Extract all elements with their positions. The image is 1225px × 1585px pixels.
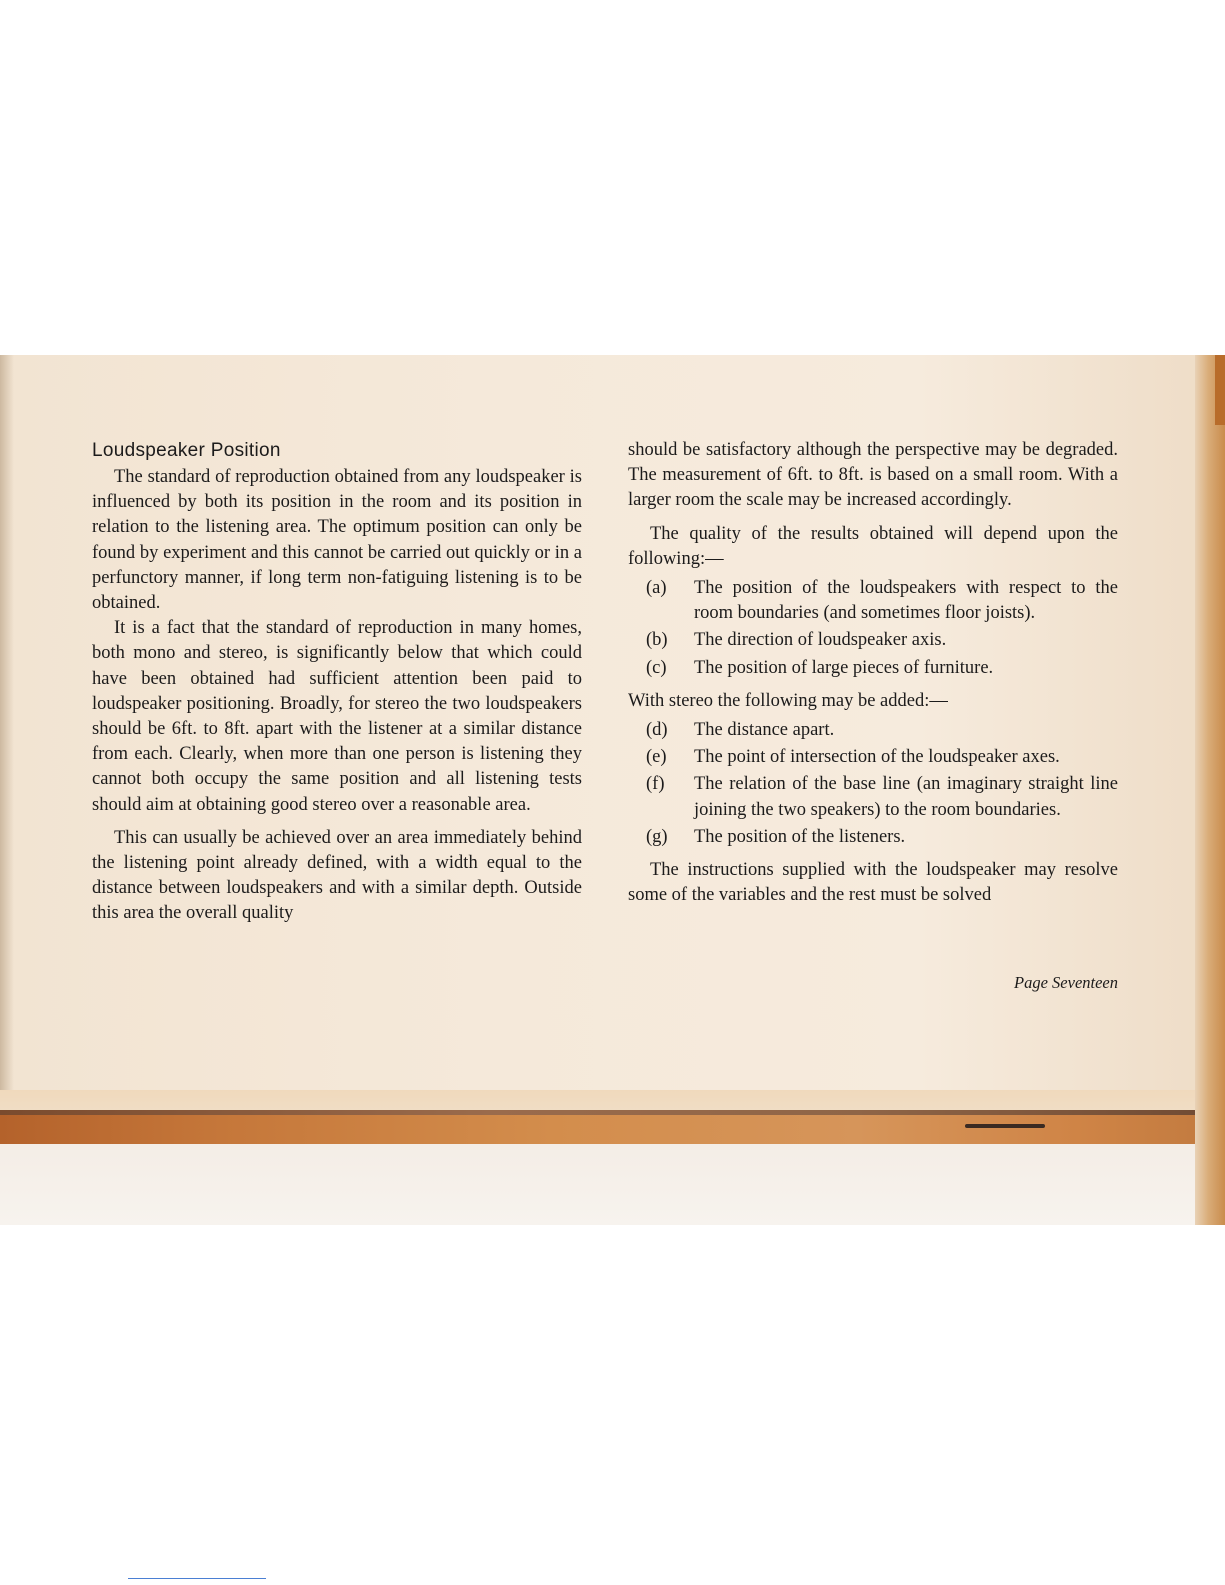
- list-item-label: (a): [646, 578, 667, 599]
- scanned-page: [0, 355, 1225, 1225]
- list-item: [646, 772, 1118, 822]
- factor-list: [628, 576, 1118, 681]
- left-column: [92, 438, 582, 927]
- list-item-label: (f): [646, 774, 665, 795]
- list-item: [646, 576, 1118, 626]
- list-item: [646, 628, 1118, 653]
- paragraph: With stereo the following may be added:—: [628, 690, 948, 711]
- paragraph: The quality of the results obtained will depend upon the following:—: [628, 523, 1118, 569]
- list-item: [646, 718, 1118, 743]
- bottom-edge-line: [0, 1110, 1225, 1115]
- list-item-label: (g): [646, 826, 668, 847]
- list-item: [646, 656, 1118, 681]
- list-item: [646, 745, 1118, 770]
- list-item-text: The position of large pieces of furniture.: [694, 657, 994, 678]
- paragraph: The instructions supplied with the loudspeaker may resolve some of the variables and the rest must be solved: [628, 860, 1118, 906]
- page-right-edge: [1195, 355, 1225, 1225]
- page-below-edge: [0, 1144, 1225, 1225]
- list-item-label: (e): [646, 747, 667, 768]
- paragraph: This can usually be achieved over an area immediately behind the listening point already defined, with a width equal to the distance between loudspeakers and with a similar depth. Outside this area the overall quality: [92, 827, 582, 924]
- list-item-text: The distance apart.: [694, 720, 835, 741]
- list-item-label: (d): [646, 720, 668, 741]
- pen-mark: [965, 1124, 1045, 1128]
- list-item-text: The point of intersection of the loudspeaker axes.: [694, 747, 1060, 768]
- list-item-label: (c): [646, 657, 667, 678]
- page-number: Page Seventeen: [1014, 973, 1118, 992]
- paragraph: The standard of reproduction obtained from any loudspeaker is influenced by both its position in the room and its position in relation to the listening area. The optimum position can only be found by experiment and this cannot be carried out quickly or in a perfunctory manner, if long term non-fatiguing listening is to be obtained.: [92, 467, 582, 614]
- right-column: [628, 438, 1118, 908]
- page-tab: [1215, 355, 1225, 425]
- page-bottom-edge: [0, 1110, 1225, 1144]
- paragraph: should be satisfactory although the perspective may be degraded. The measurement of 6ft. to 8ft. is based on a small room. With a larger room the scale may be increased accordingly.: [628, 440, 1118, 511]
- list-item-text: The relation of the base line (an imaginary straight line joining the two speakers) to the room boundaries.: [694, 774, 1118, 820]
- section-heading: Loudspeaker Position: [92, 440, 281, 461]
- underline-mark: [128, 1578, 266, 1579]
- list-item: [646, 825, 1118, 850]
- paragraph: It is a fact that the standard of reproduction in many homes, both mono and stereo, is significantly below that which could have been obtained had sufficient attention been paid to loudspeaker positioning. Broadly, for stereo the two loudspeakers should be 6ft. to 8ft. apart with the listener at a similar distance from each. Clearly, when more than one person is listening they cannot both occupy the same position and all listening tests should aim at obtaining good stereo over a reasonable area.: [92, 618, 582, 815]
- list-item-label: (b): [646, 630, 668, 651]
- stereo-factor-list: [628, 718, 1118, 850]
- list-item-text: The direction of loudspeaker axis.: [694, 630, 947, 651]
- list-item-text: The position of the listeners.: [694, 826, 906, 847]
- list-item-text: The position of the loudspeakers with respect to the room boundaries (and sometimes floor joists).: [694, 578, 1118, 624]
